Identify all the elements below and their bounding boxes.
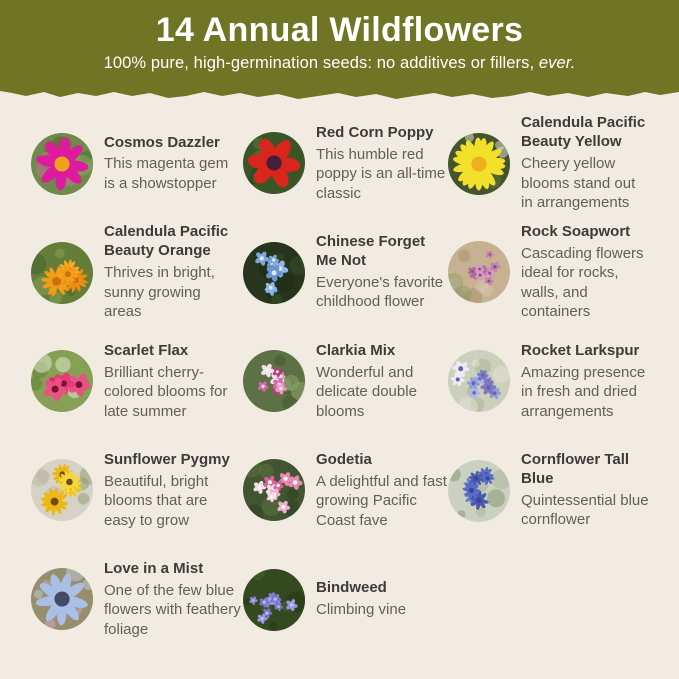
flower-item-sunflower-pygmy [31, 451, 243, 530]
flower-description: Cheery yellow blooms stand out in arrangements [521, 155, 636, 212]
flower-item-chinese-forget-me-not [243, 233, 448, 312]
flower-description: Climbing vine [316, 601, 407, 619]
flower-item-calendula-orange [31, 223, 243, 321]
flower-name: Rocket Larkspur [521, 341, 640, 359]
flower-description: Beautiful, bright blooms that are easy to grow [104, 472, 209, 529]
flower-item-bindweed [243, 569, 448, 631]
flower-item-rock-soapwort [448, 223, 651, 322]
flower-item-scarlet-flax [31, 342, 243, 421]
flower-name: Rock Soapwort [521, 223, 631, 241]
flower-name: Godetia [316, 450, 372, 468]
cornflower-tall-blue-photo [448, 460, 510, 522]
flower-name: Cosmos Dazzler [104, 133, 220, 151]
flower-name: Cornflower Tall Blue [521, 451, 630, 487]
header-subtitle-emphasis: ever. [538, 54, 576, 72]
calendula-orange-photo [31, 242, 93, 304]
scarlet-flax-photo [31, 350, 93, 412]
flower-description: Brilliant cherry-colored blooms for late summer [104, 363, 228, 420]
clarkia-mix-photo [243, 350, 305, 412]
flower-name: Calendula Pacific Beauty Orange [104, 223, 229, 260]
flower-description: A delightful and fast growing Pacific Coast fave [316, 472, 447, 529]
flower-description: Cascading flowers ideal for rocks, walls, and containers [521, 244, 644, 321]
flower-description: Wonderful and delicate double blooms [316, 363, 417, 420]
flower-description: Quintessential blue cornflower [521, 491, 649, 529]
flower-name: Love in a Mist [104, 559, 204, 577]
flower-description: Amazing presence in fresh and dried arrangements [521, 363, 646, 420]
flower-item-cornflower-tall-blue [448, 451, 651, 530]
flower-description: One of the few blue flowers with feathery foliage [104, 581, 241, 638]
torn-paper-edge [0, 84, 679, 101]
chinese-forget-me-not-photo [243, 242, 305, 304]
cosmos-dazzler-photo [31, 133, 93, 195]
red-corn-poppy-photo [243, 132, 305, 194]
flower-description: Everyone's favorite childhood flower [316, 273, 444, 311]
flower-item-red-corn-poppy [243, 124, 448, 203]
torn-paper-shape [0, 84, 679, 99]
flower-item-clarkia-mix [243, 342, 448, 421]
flower-name: Red Corn Poppy [316, 123, 434, 141]
rocket-larkspur-photo [448, 350, 510, 412]
flower-description: This humble red poppy is an all-time classic [316, 145, 446, 202]
flower-name: Bindweed [316, 579, 387, 597]
flower-item-godetia [243, 451, 448, 530]
flower-name: Sunflower Pygmy [104, 450, 230, 468]
flower-item-calendula-yellow [448, 114, 651, 212]
flower-name: Clarkia Mix [316, 341, 396, 359]
flower-name: Chinese Forget Me Not [316, 233, 426, 269]
flower-description: Thrives in bright, sunny growing areas [104, 264, 215, 321]
flower-item-rocket-larkspur [448, 342, 651, 421]
flowers-grid [31, 109, 651, 654]
calendula-yellow-photo [448, 133, 510, 195]
godetia-photo [243, 459, 305, 521]
rock-soapwort-photo [448, 241, 510, 303]
flower-name: Scarlet Flax [104, 341, 189, 359]
flower-item-cosmos-dazzler [31, 133, 243, 195]
flower-item-love-in-a-mist [31, 560, 243, 639]
sunflower-pygmy-photo [31, 459, 93, 521]
header-subtitle-main: 100% pure, high-germination seeds: no additives or fillers, [103, 54, 539, 72]
flower-description: This magenta gem is a showstopper [104, 155, 229, 192]
page-title: 14 Annual Wildflowers [155, 11, 524, 49]
bindweed-photo [243, 569, 305, 631]
header-banner [0, 0, 679, 84]
header-subtitle [0, 54, 679, 73]
flower-name: Calendula Pacific Beauty Yellow [521, 114, 646, 151]
love-in-a-mist-photo [31, 568, 93, 630]
